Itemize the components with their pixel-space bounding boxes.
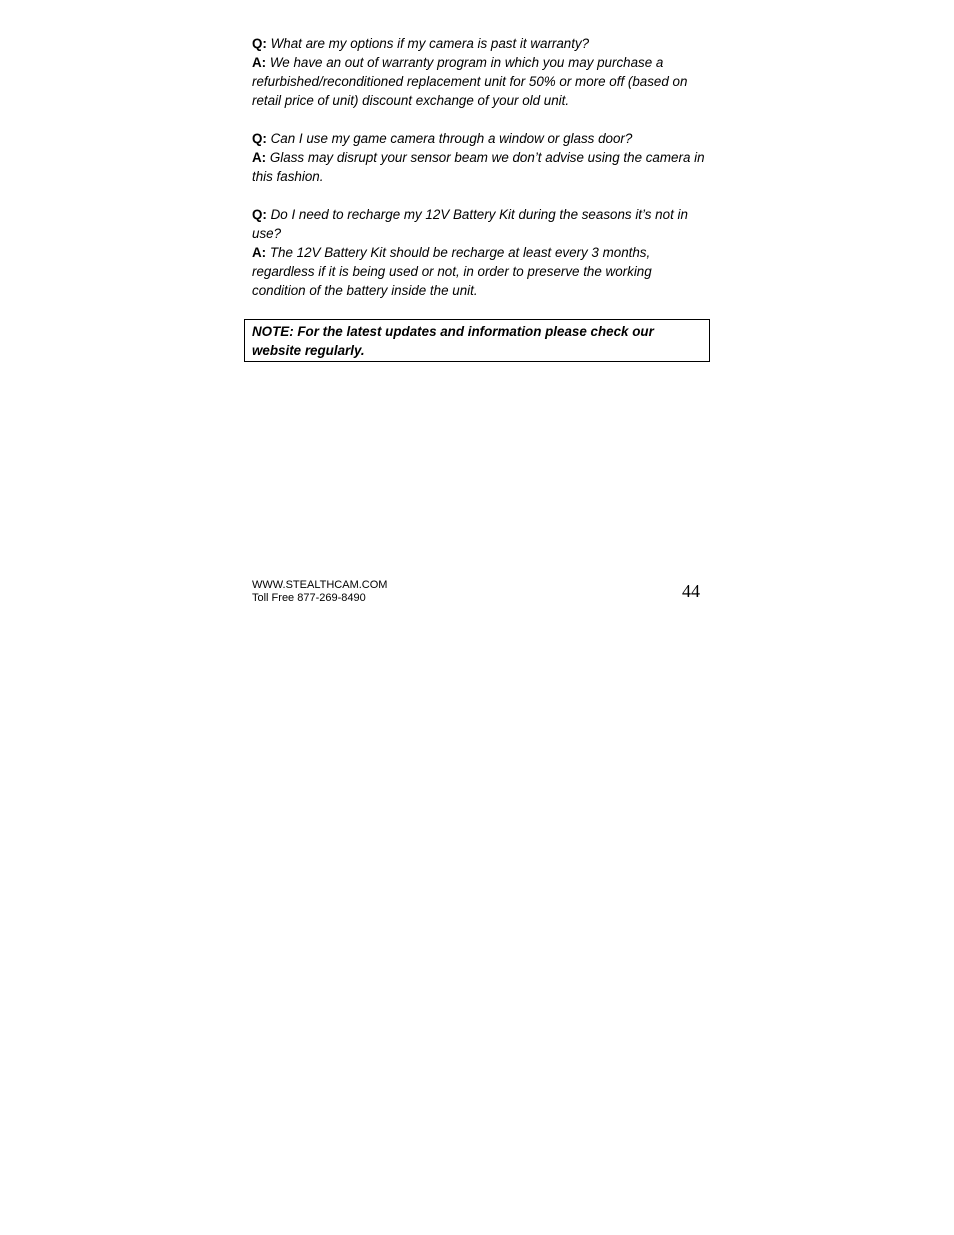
question-text: What are my options if my camera is past it warranty?	[270, 36, 590, 51]
faq-answer	[252, 148, 707, 186]
phone-text: Toll Free 877-269-8490	[252, 592, 366, 604]
question-text: Can I use my game camera through a window or glass door?	[270, 131, 633, 146]
question-text: Do I need to recharge my 12V Battery Kit during the seasons it’s not in use?	[252, 207, 688, 241]
faq-answer	[252, 53, 707, 110]
faq-question	[252, 129, 707, 148]
question-label: Q:	[252, 131, 267, 146]
website-text: WWW.STEALTHCAM.COM	[252, 579, 388, 591]
faq-answer	[252, 243, 707, 300]
question-label: Q:	[252, 36, 267, 51]
page-number: 44	[682, 581, 700, 601]
footer-contact	[252, 579, 387, 605]
answer-text: The 12V Battery Kit should be recharge at least every 3 months, regardless if it is being used or not, in order to preserve the working condition of the battery inside the unit.	[252, 245, 652, 298]
answer-text: Glass may disrupt your sensor beam we don’t advise using the camera in this fashion.	[252, 150, 705, 184]
answer-text: We have an out of warranty program in which you may purchase a refurbished/reconditioned replacement unit for 50% or more off (based on retail price of unit) discount exchange of your old unit.	[252, 55, 688, 108]
faq-question	[252, 205, 707, 243]
faq-item-battery	[252, 205, 707, 300]
answer-label: A:	[252, 245, 267, 260]
answer-label: A:	[252, 55, 267, 70]
note-box: NOTE: For the latest updates and information please check our website regularly.	[244, 319, 710, 362]
faq-item-glass	[252, 129, 707, 186]
faq-question	[252, 34, 707, 53]
answer-label: A:	[252, 150, 267, 165]
faq-item-warranty	[252, 34, 707, 110]
question-label: Q:	[252, 207, 267, 222]
